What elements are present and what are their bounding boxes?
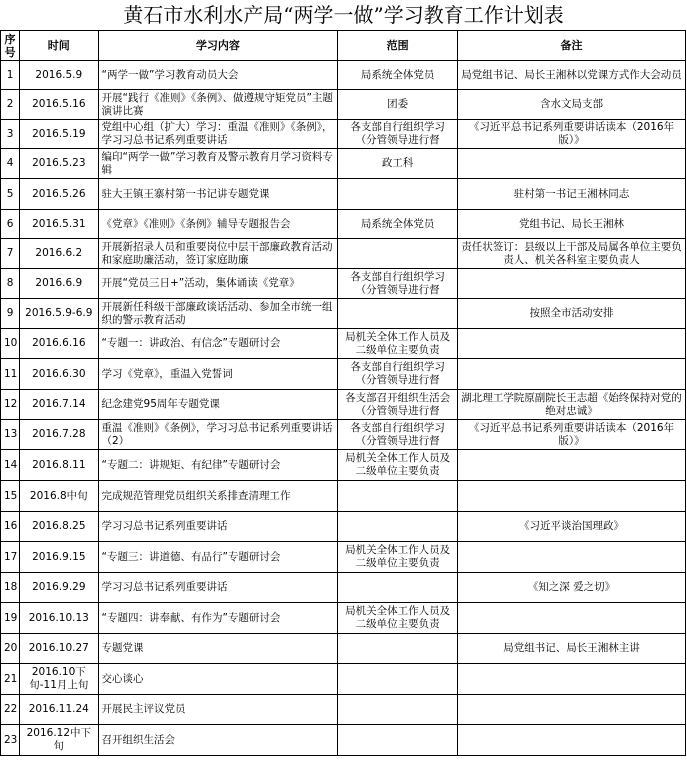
cell-scope [338, 634, 458, 664]
cell-no: 8 [1, 269, 20, 299]
table-row [1, 90, 686, 120]
cell-note: 责任状签订：县级以上干部及局属各单位主要负责人、机关各科室主要负责人 [457, 239, 685, 269]
cell-time: 2016.12中下旬 [20, 725, 98, 756]
cell-time: 2016.8.11 [20, 450, 98, 481]
cell-no: 23 [1, 725, 20, 756]
cell-content: 开展民主评议党员 [98, 695, 338, 725]
cell-content: 开展“党员三日+”活动，集体诵读《党章》 [98, 269, 338, 299]
cell-scope [338, 725, 458, 756]
table-row [1, 210, 686, 239]
cell-note: 按照全市活动安排 [457, 299, 685, 329]
cell-scope: 各支部自行组织学习（分管领导进行督 [338, 120, 458, 149]
table-row [1, 299, 686, 329]
table-row [1, 149, 686, 179]
cell-content: 专题党课 [98, 634, 338, 664]
table-row [1, 603, 686, 634]
cell-time: 2016.10.27 [20, 634, 98, 664]
cell-note: 局党组书记、局长王湘林以党课方式作大会动员 [457, 61, 685, 90]
cell-content: “专题一：讲政治、有信念”专题研讨会 [98, 329, 338, 359]
cell-scope [338, 512, 458, 542]
cell-scope: 局机关全体工作人员及二级单位主要负责 [338, 450, 458, 481]
cell-no: 14 [1, 450, 20, 481]
cell-time: 2016.6.30 [20, 359, 98, 390]
cell-no: 12 [1, 390, 20, 420]
cell-time: 2016.10下旬-11月上旬 [20, 664, 98, 695]
table-header-row [1, 31, 686, 61]
cell-content: “两学一做”学习教育动员大会 [98, 61, 338, 90]
cell-time: 2016.8.25 [20, 512, 98, 542]
cell-content: 重温《准则》《条例》，学习习总书记系列重要讲话（2） [98, 420, 338, 450]
table-row [1, 329, 686, 359]
cell-scope [338, 179, 458, 210]
cell-note: 《知之深 爱之切》 [457, 573, 685, 603]
cell-content: 开展“践行《准则》《条例》、做遵规守矩党员”主题演讲比赛 [98, 90, 338, 120]
cell-time: 2016.5.9 [20, 61, 98, 90]
cell-note: 湖北理工学院原副院长王志超《始终保持对党的绝对忠诚》 [457, 390, 685, 420]
cell-scope: 局机关全体工作人员及二级单位主要负责 [338, 329, 458, 359]
cell-scope [338, 239, 458, 269]
cell-no: 11 [1, 359, 20, 390]
cell-no: 5 [1, 179, 20, 210]
cell-note [457, 725, 685, 756]
cell-scope: 团委 [338, 90, 458, 120]
cell-time: 2016.9.15 [20, 542, 98, 573]
cell-scope [338, 664, 458, 695]
cell-time: 2016.6.9 [20, 269, 98, 299]
table-row [1, 61, 686, 90]
cell-note [457, 269, 685, 299]
cell-content: 编印“两学一做”学习教育及警示教育月学习资料专辑 [98, 149, 338, 179]
cell-scope: 政工科 [338, 149, 458, 179]
cell-note: 党组书记、局长王湘林 [457, 210, 685, 239]
cell-no: 22 [1, 695, 20, 725]
cell-note: 局党组书记、局长王湘林主讲 [457, 634, 685, 664]
cell-scope [338, 573, 458, 603]
cell-time: 2016.7.28 [20, 420, 98, 450]
cell-content: 交心谈心 [98, 664, 338, 695]
cell-time: 2016.5.26 [20, 179, 98, 210]
cell-note [457, 149, 685, 179]
cell-content: 学习习总书记系列重要讲话 [98, 512, 338, 542]
cell-note: 含水文局支部 [457, 90, 685, 120]
table-row [1, 512, 686, 542]
cell-no: 21 [1, 664, 20, 695]
cell-time: 2016.5.16 [20, 90, 98, 120]
cell-content: 开展新任科级干部廉政谈话活动、参加全市统一组织的警示教育活动 [98, 299, 338, 329]
cell-scope: 局机关全体工作人员及二级单位主要负责 [338, 603, 458, 634]
cell-time: 2016.7.14 [20, 390, 98, 420]
cell-scope [338, 299, 458, 329]
table-row [1, 664, 686, 695]
cell-scope: 各支部自行组织学习（分管领导进行督 [338, 420, 458, 450]
table-row [1, 450, 686, 481]
cell-note: 《习近平总书记系列重要讲话读本（2016年版）》 [457, 420, 685, 450]
cell-time: 2016.6.2 [20, 239, 98, 269]
table-row [1, 634, 686, 664]
cell-note [457, 695, 685, 725]
cell-content: 学习《党章》，重温入党誓词 [98, 359, 338, 390]
cell-no: 3 [1, 120, 20, 149]
table-row [1, 120, 686, 149]
cell-content: 开展新招录人员和重要岗位中层干部廉政教育活动和家庭助廉活动，签订家庭助廉 [98, 239, 338, 269]
cell-no: 17 [1, 542, 20, 573]
cell-content: 《党章》《准则》《条例》辅导专题报告会 [98, 210, 338, 239]
cell-content: 学习习总书记系列重要讲话 [98, 573, 338, 603]
cell-scope: 局系统全体党员 [338, 210, 458, 239]
cell-no: 19 [1, 603, 20, 634]
plan-table [0, 30, 686, 756]
cell-note: 《习近平总书记系列重要讲话读本（2016年版）》 [457, 120, 685, 149]
cell-note: 《习近平谈治国理政》 [457, 512, 685, 542]
cell-note: 驻村第一书记王湘林同志 [457, 179, 685, 210]
header-note: 备注 [457, 31, 685, 61]
cell-scope: 局系统全体党员 [338, 61, 458, 90]
cell-no: 2 [1, 90, 20, 120]
cell-no: 16 [1, 512, 20, 542]
page-title: 黄石市水利水产局“两学一做”学习教育工作计划表 [123, 3, 564, 27]
cell-content: 驻大王镇王寨村第一书记讲专题党课 [98, 179, 338, 210]
table-row [1, 481, 686, 512]
cell-scope [338, 481, 458, 512]
cell-no: 18 [1, 573, 20, 603]
header-content: 学习内容 [98, 31, 338, 61]
table-row [1, 390, 686, 420]
cell-content: “专题二：讲规矩、有纪律”专题研讨会 [98, 450, 338, 481]
cell-content: 完成规范管理党员组织关系排查清理工作 [98, 481, 338, 512]
cell-time: 2016.10.13 [20, 603, 98, 634]
cell-content: “专题四：讲奉献、有作为”专题研讨会 [98, 603, 338, 634]
cell-no: 15 [1, 481, 20, 512]
table-row [1, 239, 686, 269]
table-row [1, 725, 686, 756]
header-scope: 范围 [338, 31, 458, 61]
cell-content: 纪念建党95周年专题党课 [98, 390, 338, 420]
cell-scope: 各支部自行组织学习（分管领导进行督 [338, 359, 458, 390]
table-row [1, 573, 686, 603]
cell-time: 2016.8中旬 [20, 481, 98, 512]
cell-time: 2016.9.29 [20, 573, 98, 603]
cell-note [457, 359, 685, 390]
cell-content: 召开组织生活会 [98, 725, 338, 756]
table-row [1, 269, 686, 299]
cell-no: 20 [1, 634, 20, 664]
header-time: 时间 [20, 31, 98, 61]
cell-no: 10 [1, 329, 20, 359]
cell-note [457, 329, 685, 359]
cell-content: 党组中心组（扩大）学习：重温《准则》《条例》，学习习总书记系列重要讲话 [98, 120, 338, 149]
cell-time: 2016.5.9-6.9 [20, 299, 98, 329]
cell-no: 13 [1, 420, 20, 450]
cell-scope: 局机关全体工作人员及二级单位主要负责 [338, 542, 458, 573]
header-no: 序号 [1, 31, 20, 61]
cell-no: 7 [1, 239, 20, 269]
cell-note [457, 542, 685, 573]
cell-scope [338, 695, 458, 725]
cell-scope: 各支部召开组织生活会（分管领导进行督 [338, 390, 458, 420]
cell-time: 2016.5.19 [20, 120, 98, 149]
cell-time: 2016.6.16 [20, 329, 98, 359]
cell-note [457, 664, 685, 695]
cell-no: 1 [1, 61, 20, 90]
table-row [1, 695, 686, 725]
cell-time: 2016.5.23 [20, 149, 98, 179]
cell-time: 2016.11.24 [20, 695, 98, 725]
cell-no: 9 [1, 299, 20, 329]
cell-time: 2016.5.31 [20, 210, 98, 239]
cell-no: 6 [1, 210, 20, 239]
table-row [1, 420, 686, 450]
table-row [1, 179, 686, 210]
cell-scope: 各支部自行组织学习（分管领导进行督 [338, 269, 458, 299]
cell-note [457, 450, 685, 481]
cell-content: “专题三：讲道德、有品行”专题研讨会 [98, 542, 338, 573]
cell-note [457, 481, 685, 512]
cell-note [457, 603, 685, 634]
cell-no: 4 [1, 149, 20, 179]
table-row [1, 542, 686, 573]
table-row [1, 359, 686, 390]
